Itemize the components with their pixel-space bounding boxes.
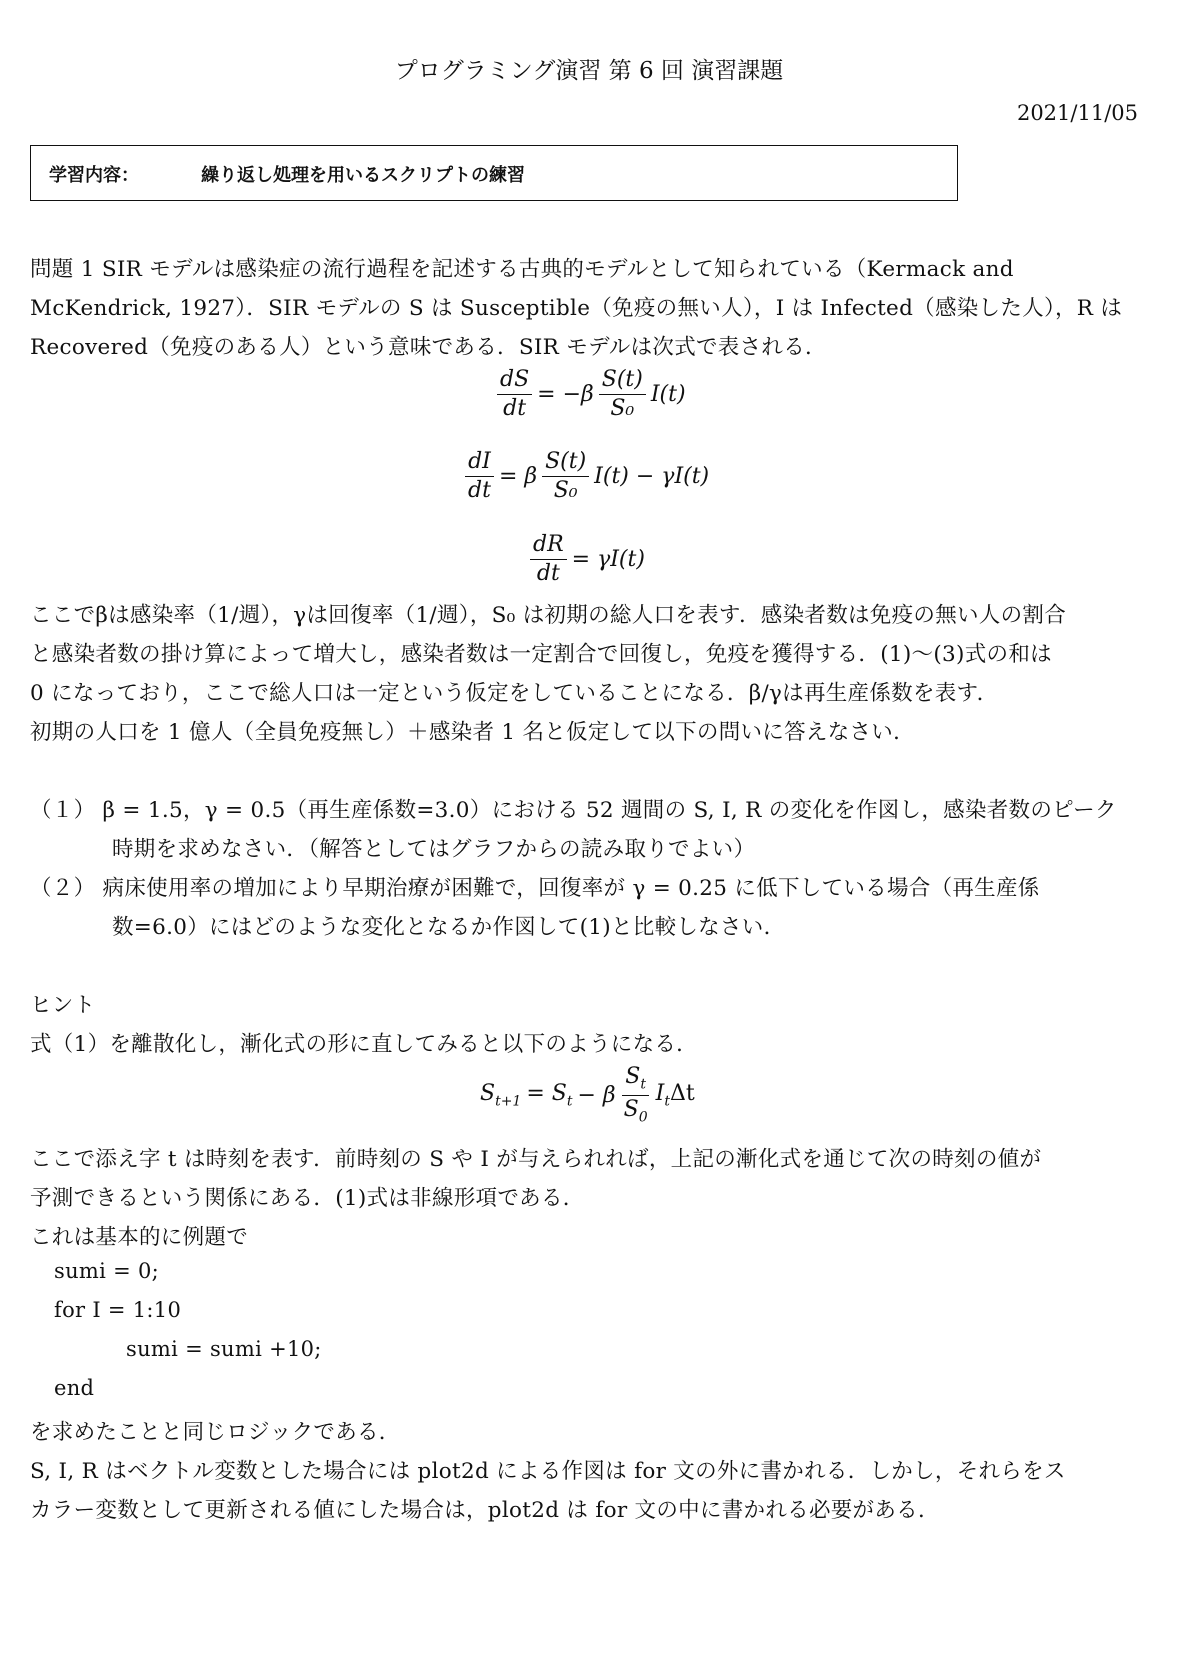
eq1-lhs-numerator: dS [497,368,532,395]
eq1-ratio-denominator: S₀ [610,396,635,422]
code-line: sumi = sumi +10; [126,1337,322,1361]
topic-box [30,145,958,201]
eq1-lhs-denominator: dt [503,396,527,422]
rec-fraction [621,1065,651,1126]
code-line: end [54,1376,95,1400]
rec-numerator: $S_t$ [622,1065,649,1096]
code-line: sumi = 0; [54,1259,160,1283]
rec-lhs: $S_{t+1}$ [480,1081,522,1110]
eq1-ratio-fraction [599,368,646,421]
eq3-lhs-numerator: dR [530,533,567,560]
hint-line: 式（1）を離散化し，漸化式の形に直してみると以下のようになる． [30,1032,698,1057]
rec-denominator: $S_0$ [623,1096,648,1126]
closing-line: カラー変数として更新される値にした場合は，plot2d は for 文の中に書かれる必要がある． [30,1498,940,1523]
eq2-ratio-fraction [542,450,589,503]
eq2-lhs-fraction [465,450,494,503]
question-2-cont: 数=6.0）にはどのような変化となるか作図して(1)と比較しなさい． [112,915,786,940]
eq3-lhs-fraction [530,533,567,586]
problem-intro-line: Recovered（免疫のある人）という意味である．SIR モデルは次式で表される． [30,335,827,360]
topic-label: 学習内容： [49,165,139,186]
hint-heading: ヒント [30,993,96,1018]
problem-intro-line: McKendrick, 1927）．SIR モデルの S は Susceptible（免疫の無い人），I は Infected（感染した人），R は [30,296,1123,321]
problem-explain-line: 初期の人口を 1 億人（全員免疫無し）＋感染者 1 名と仮定して以下の問いに答えなさい． [30,720,915,745]
eq1-lhs-fraction [497,368,532,421]
hint-after-line: これは基本的に例題で [30,1225,249,1250]
problem-explain-line: 0 になっており，ここで総人口は一定という仮定をしていることになる．β/γは再生産係数を表す． [30,681,999,706]
equation-ds-dt [497,368,686,421]
problem-intro-line: 問題 1 SIR モデルは感染症の流行過程を記述する古典的モデルとして知られている（Kermack and [30,257,1014,282]
question-2: （２） 病床使用率の増加により早期治療が困難で，回復率が γ = 0.25 に低下している場合（再生産係 [30,876,1040,901]
eq1-operator: = −β [537,382,594,408]
rec-minus: − β [577,1082,616,1108]
eq2-lhs-denominator: dt [468,478,491,504]
question-1-cont: 時期を求めなさい．（解答としてはグラフからの読み取りでよい） [112,837,756,862]
eq3-lhs-denominator: dt [536,561,560,587]
eq2-operator: = β [498,464,538,490]
page-title: プログラミング演習 第 6 回 演習課題 [394,58,784,84]
hint-after-line: 予測できるという関係にある．(1)式は非線形項である． [30,1186,585,1211]
question-1: （１） β = 1.5，γ = 0.5（再生産係数=3.0）における 52 週間の S, I, R の変化を作図し，感染者数のピーク [30,798,1117,823]
topic-value: 繰り返し処理を用いるスクリプトの練習 [201,165,525,186]
eq3-rhs: = γI(t) [571,547,645,573]
document-date: 2021/11/05 [1016,101,1138,125]
eq2-rhs: I(t) − γI(t) [594,464,710,490]
closing-line: を求めたことと同じロジックである． [30,1420,401,1445]
problem-explain-line: ここでβは感染率（1/週），γは回復率（1/週），S₀ は初期の総人口を表す．感染者数は免疫の無い人の割合 [30,603,1066,628]
code-line: for I = 1:10 [54,1298,182,1322]
eq2-lhs-numerator: dI [465,450,494,477]
rec-mid: = $S_t$ [526,1081,573,1110]
rec-tail: $I_t\Delta t$ [655,1081,695,1110]
equation-dr-dt [530,533,645,586]
eq2-ratio-denominator: S₀ [553,478,578,504]
equation-recurrence [480,1065,695,1126]
eq1-rhs: I(t) [650,382,686,408]
closing-line: S, I, R はベクトル変数とした場合には plot2d による作図は for 文の外に書かれる．しかし，それらをス [30,1459,1066,1484]
eq1-ratio-numerator: S(t) [599,368,646,395]
eq2-ratio-numerator: S(t) [542,450,589,477]
hint-after-line: ここで添え字 t は時刻を表す．前時刻の S や I が与えられれば，上記の漸化式を通じて次の時刻の値が [30,1147,1042,1172]
problem-explain-line: と感染者数の掛け算によって増大し，感染者数は一定割合で回復し，免疫を獲得する．(1)〜(3)式の和は [30,642,1052,667]
equation-di-dt [465,450,709,503]
